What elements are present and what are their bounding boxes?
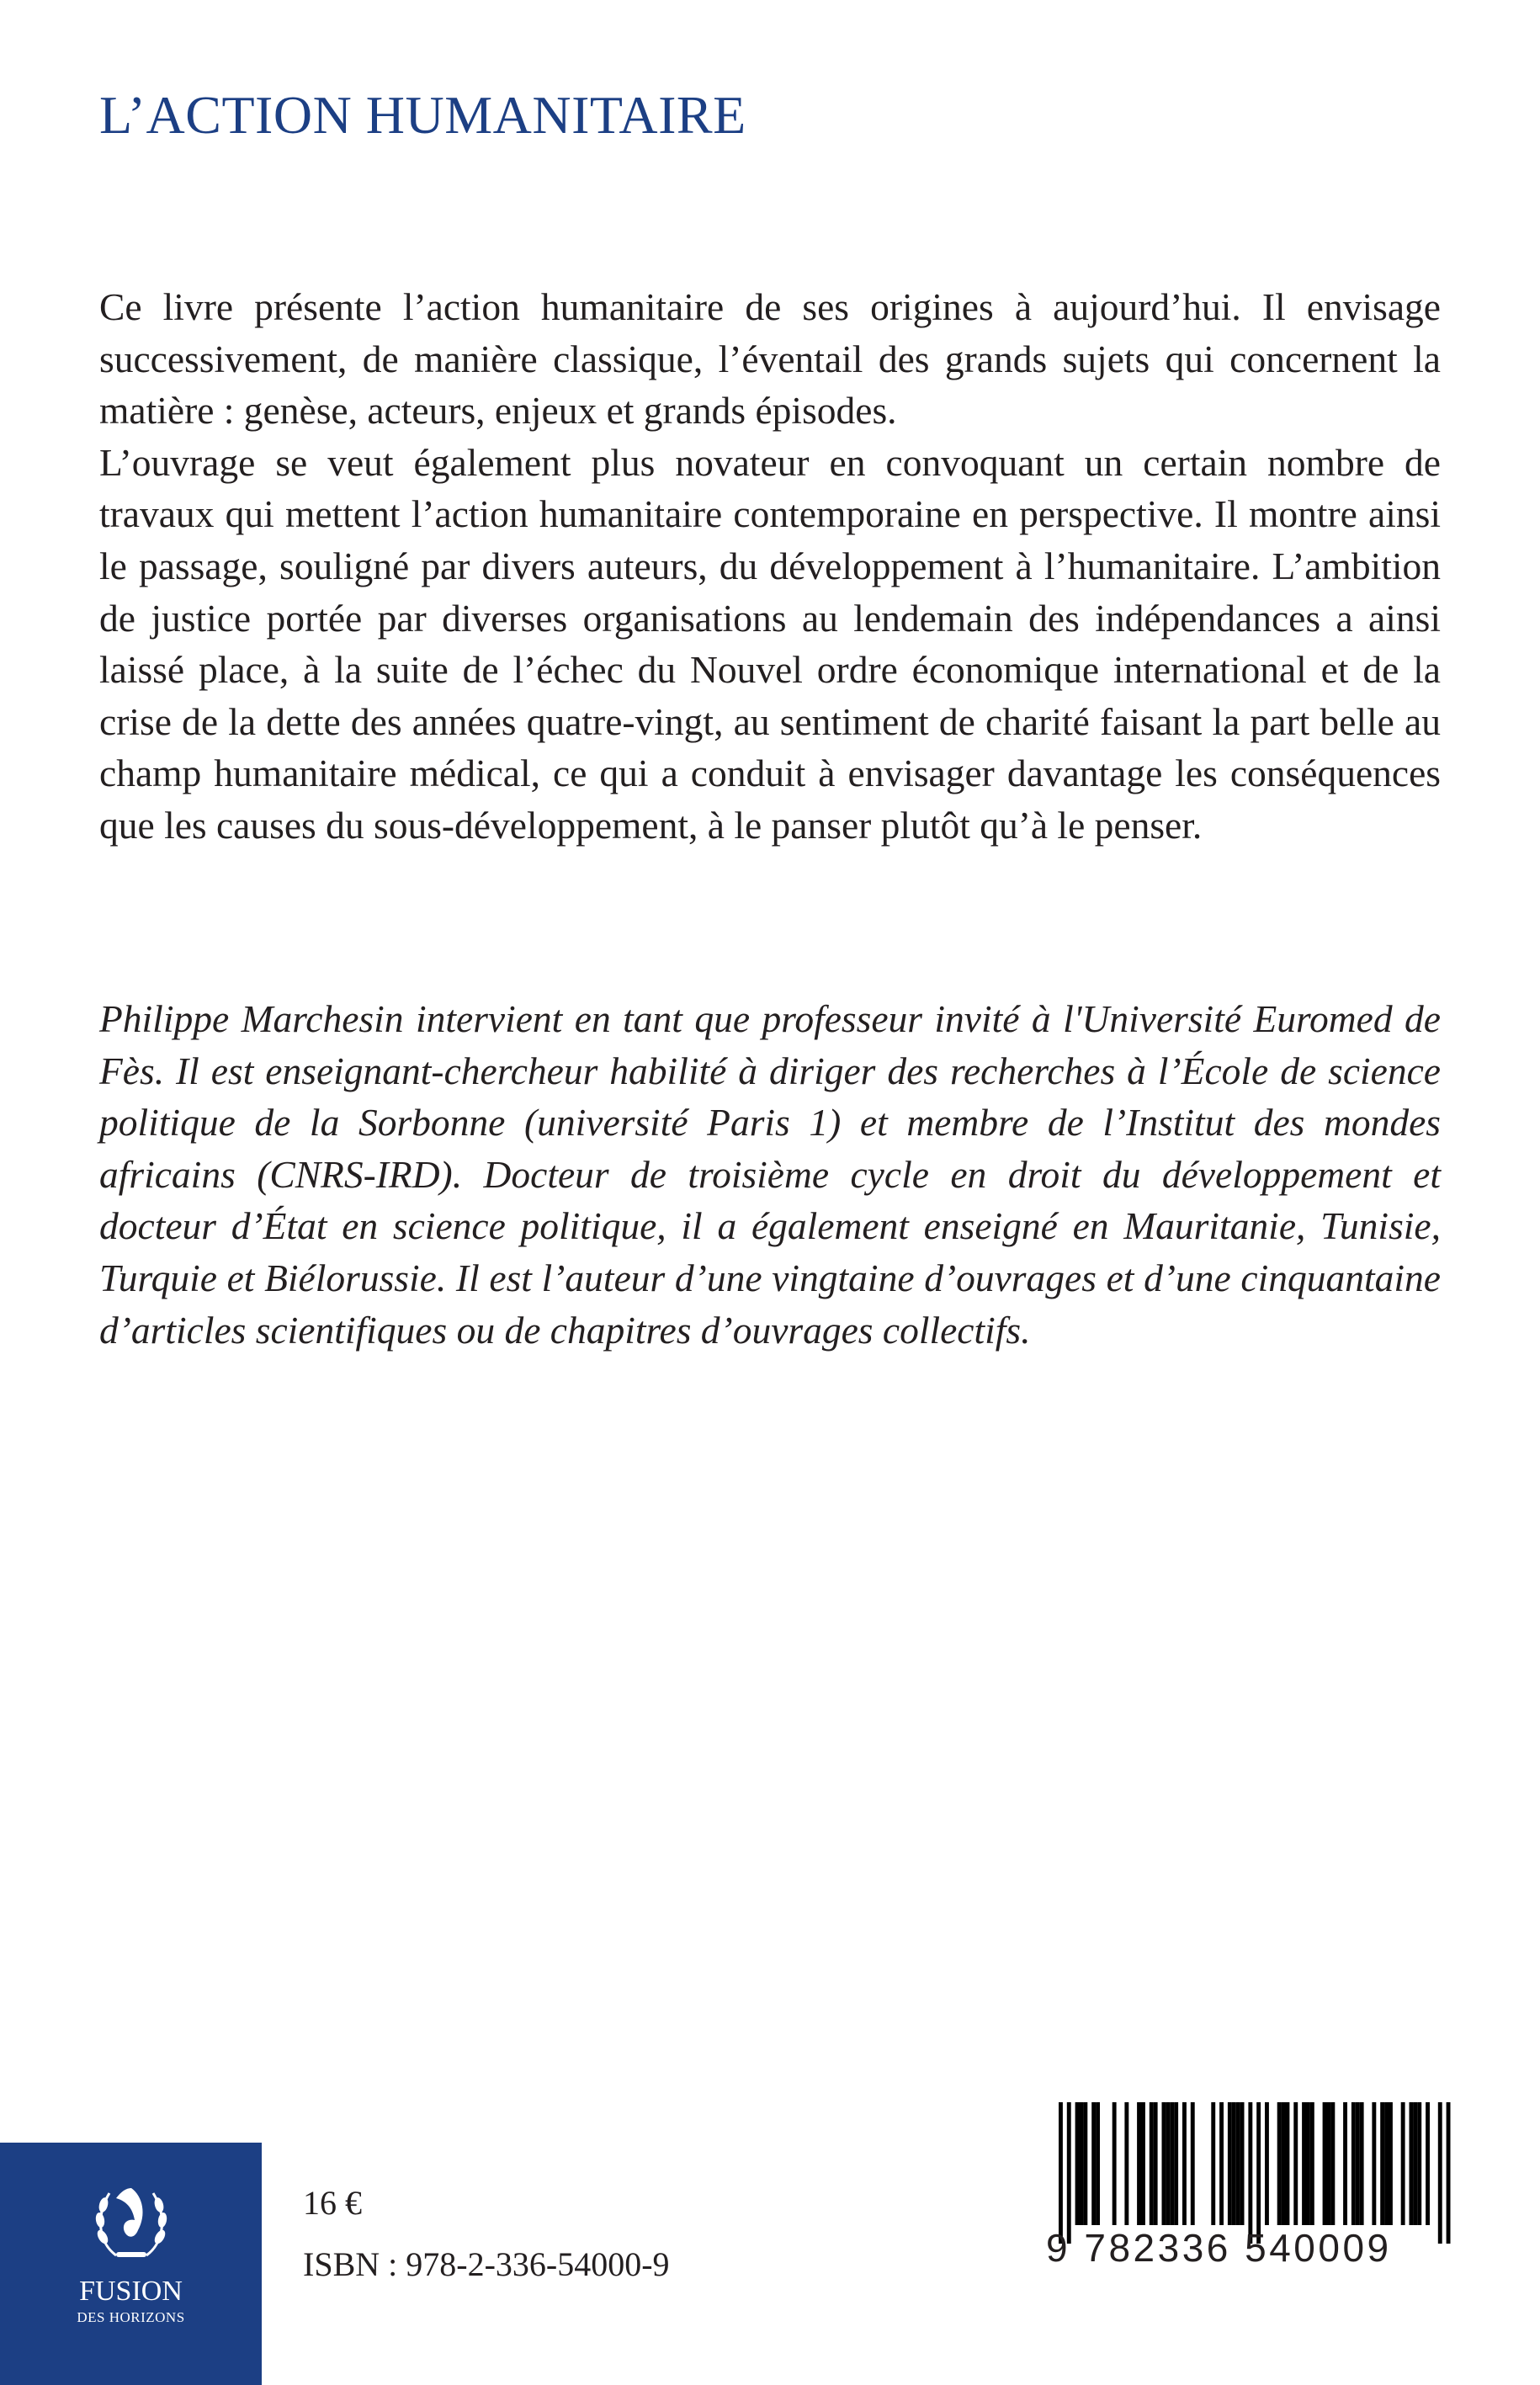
barcode-bar [1174, 2102, 1178, 2225]
barcode-bar [1265, 2102, 1269, 2225]
barcode-bar [1380, 2102, 1384, 2225]
barcode-bar [1137, 2102, 1141, 2225]
barcode-bar [1096, 2102, 1100, 2225]
barcode-bar [1330, 2102, 1335, 2225]
barcode-bar [1356, 2102, 1360, 2225]
barcode-bar [1293, 2102, 1298, 2225]
book-title: L’ACTION HUMANITAIRE [99, 85, 746, 145]
publisher-name: FUSION [79, 2276, 183, 2307]
barcode-bar [1124, 2102, 1128, 2225]
description-paragraph: L’ouvrage se veut également plus novateur en convoquant un certain nombre de travaux qui mettent l’action humanitaire contemporaine en perspective. Il montre ainsi le passage, souligné par divers auteurs, du développement à l’humanitaire. L’ambition de justice portée par diverses organisations au lendemain des indépendances a ainsi laissé place, à la suite de l’échec du Nouvel ordre économique international et de la crise de la dette des années quatre-vingt, au sentiment de charité faisant la part belle au champ humanitaire médical, ce qui a conduit à envisager davantage les conséquences que les causes du sous-développement, à le panser plutôt qu’à le penser. [99, 440, 1441, 847]
barcode-bar [1327, 2102, 1331, 2225]
publisher-logo [0, 2143, 262, 2385]
barcode-bar [1302, 2102, 1306, 2225]
barcode-bar [1384, 2102, 1389, 2225]
barcode-bar [1306, 2102, 1310, 2225]
description-paragraph: Ce livre présente l’action humanitaire de ses origines à aujourd’hui. Il envisage successivement, de manière classique, l’éventail des grands sujets qui concernent la matière : genèse, acteurs, enjeux et grands épisodes. [99, 285, 1441, 433]
barcode-bar [1075, 2102, 1080, 2225]
barcode-bar [1080, 2102, 1084, 2225]
barcode-bar [1323, 2102, 1327, 2225]
barcode-bar [1248, 2102, 1252, 2244]
publisher-subtitle: DES HORIZONS [77, 2309, 185, 2325]
barcode-bar [1170, 2102, 1174, 2225]
isbn: ISBN : 978-2-336-54000-9 [303, 2245, 670, 2283]
barcode-bar [1113, 2102, 1117, 2225]
barcode-bar [1083, 2102, 1087, 2225]
barcode-bar [1351, 2102, 1356, 2225]
barcode-bar [1162, 2102, 1166, 2225]
barcode-bar [1067, 2102, 1071, 2244]
barcode-bar [1256, 2102, 1261, 2244]
barcode-bar [1277, 2102, 1282, 2225]
barcode-digits: 9 782336 540009 [1046, 2226, 1392, 2270]
barcode-bar [1219, 2102, 1224, 2225]
barcode-bar [1240, 2102, 1245, 2225]
book-description [99, 281, 1441, 852]
barcode-bar [1417, 2102, 1421, 2225]
barcode-bar [1236, 2102, 1240, 2225]
barcode-bar [1372, 2102, 1376, 2225]
barcode-bar [1401, 2102, 1405, 2225]
barcode-bar [1182, 2102, 1187, 2225]
barcode-bar [1286, 2102, 1290, 2225]
barcode-bar [1154, 2102, 1158, 2225]
barcode-bar [1150, 2102, 1154, 2225]
barcode-bar [1228, 2102, 1232, 2225]
author-bio: Philippe Marchesin intervient en tant que professeur invité à l'Université Euromed de Fès. Il est enseignant-chercheur habilité à diriger des recherches à l’École de science politique de la Sorbonne (université Paris 1) et membre de l’Institut des mondes africains (CNRS-IRD). Docteur de troisième cycle en droit du développement et docteur d’État en science politique, il a également enseigné en Mauritanie, Tunisie, Turquie et Biélorussie. Il est l’auteur d’une vingtaine d’ouvrages et d’une cinquantaine d’articles scientifiques ou de chapitres d’ouvrages collectifs. [99, 997, 1441, 1352]
barcode-bar [1091, 2102, 1096, 2225]
barcode-bar [1310, 2102, 1314, 2225]
price: 16 € [303, 2184, 362, 2222]
barcode-bar [1426, 2102, 1430, 2225]
barcode-bar [1166, 2102, 1170, 2225]
laurel-wreath-icon [91, 2171, 172, 2271]
barcode-bar [1141, 2102, 1145, 2225]
barcode-bar [1389, 2102, 1393, 2225]
barcode-bar [1413, 2102, 1417, 2225]
barcode-bar [1282, 2102, 1286, 2225]
barcode-bar [1410, 2102, 1414, 2225]
barcode-bar [1438, 2102, 1442, 2244]
barcode-bar [1343, 2102, 1347, 2225]
barcode-bar [1059, 2102, 1063, 2244]
barcode-bar [1360, 2102, 1364, 2225]
barcode-bar [1447, 2102, 1451, 2244]
barcode-bar [1232, 2102, 1236, 2225]
barcode-bar [1211, 2102, 1215, 2225]
barcode-bar [1191, 2102, 1195, 2225]
